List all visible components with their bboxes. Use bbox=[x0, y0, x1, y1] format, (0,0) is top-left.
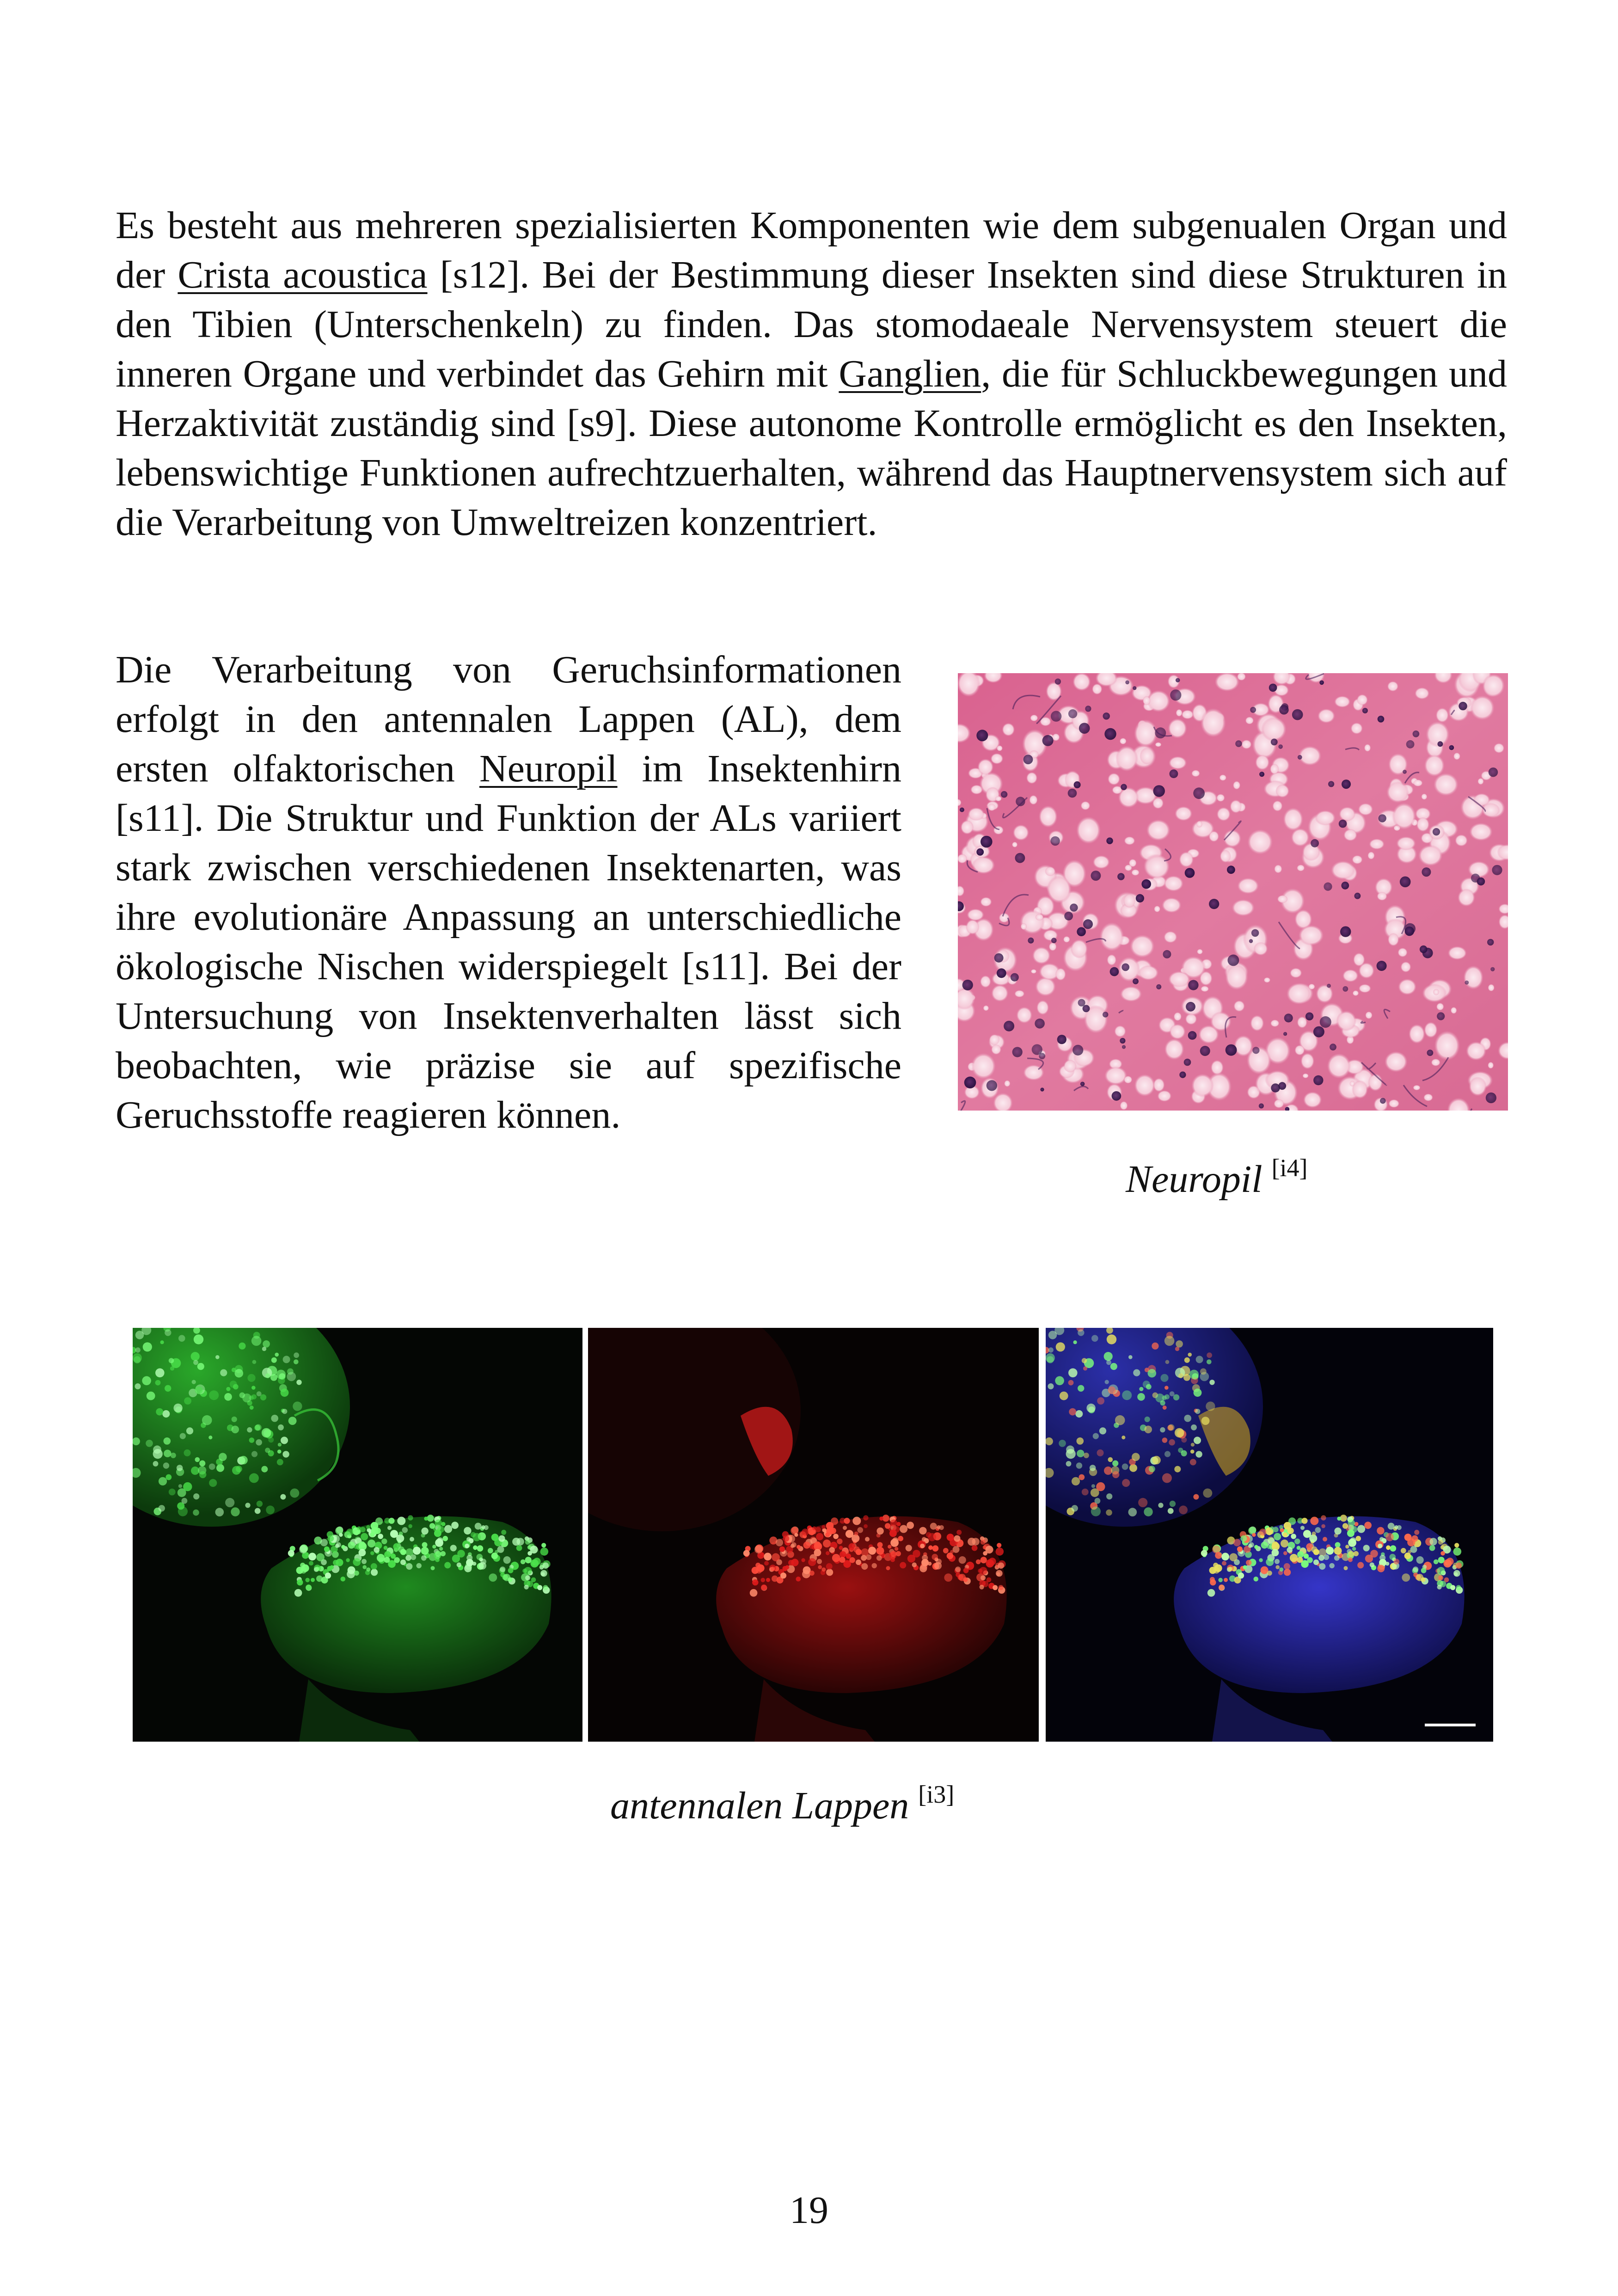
neuropil-image-svg bbox=[958, 673, 1508, 1111]
paragraph-olfactory bbox=[116, 645, 901, 1140]
text-span: Die Verarbeitung von Geruchsinformationen erfolgt in den antennalen Lappen (AL), dem ersten olfaktorischen bbox=[116, 648, 901, 790]
fluorescence-panel-red bbox=[588, 1328, 1039, 1742]
text-span: , die für Schluckbewegungen und Herzaktivität zuständig sind [s9]. Diese autonome Kontrolle ermöglicht es den Insekten, lebenswichtige Funktionen aufrechtzuerhalten, während das Hauptnervensystem sich auf die Verarbeitung von Umweltreizen konzentriert. bbox=[116, 352, 1507, 544]
figure-caption-antennal-lobes bbox=[610, 1780, 954, 1828]
green-channel-image bbox=[133, 1328, 582, 1742]
caption-text: Neuropil bbox=[1126, 1158, 1263, 1201]
fluorescence-panel-merged bbox=[1046, 1328, 1493, 1742]
text-span: [s12]. Bei der Bestimmung dieser Insekten sind diese Strukturen in den Tibien (Unterschenkeln) zu finden. Das stomodaeale Nervensystem steuert die inneren Organe und verbindet das Gehirn mit bbox=[116, 253, 1507, 395]
caption-text: antennalen Lappen bbox=[610, 1784, 909, 1827]
link-ganglien[interactable]: Ganglien bbox=[839, 352, 981, 395]
scale-bar bbox=[1425, 1724, 1476, 1726]
page-number: 19 bbox=[790, 2189, 828, 2232]
text-span: Es besteht aus mehreren spezialisierten Komponenten wie dem subgenualen Organ und der bbox=[116, 204, 1507, 296]
link-neuropil[interactable]: Neuropil bbox=[479, 747, 618, 790]
link-crista-acoustica[interactable]: Crista acoustica bbox=[178, 253, 428, 296]
figure-caption-neuropil bbox=[1126, 1154, 1308, 1202]
red-channel-image bbox=[588, 1328, 1039, 1742]
text-span: im Insektenhirn [s11]. Die Struktur und Funktion der ALs variiert stark zwischen verschiedenen Insektenarten, was ihre evolutionäre Anpassung an unterschiedliche ökologische Nischen widerspiegelt [s11]. Bei der Untersuchung von Insektenverhalten lässt sich beobachten, wie präzise sie auf spezifische Geruchsstoffe reagieren können. bbox=[116, 747, 901, 1136]
fluorescence-panel-green bbox=[133, 1328, 582, 1742]
paragraph-nervous-system bbox=[116, 201, 1507, 547]
caption-reference[interactable]: [i4] bbox=[1271, 1154, 1308, 1182]
merged-channel-image bbox=[1046, 1328, 1493, 1742]
neuropil-histology-image bbox=[958, 673, 1508, 1111]
caption-reference[interactable]: [i3] bbox=[918, 1780, 955, 1808]
